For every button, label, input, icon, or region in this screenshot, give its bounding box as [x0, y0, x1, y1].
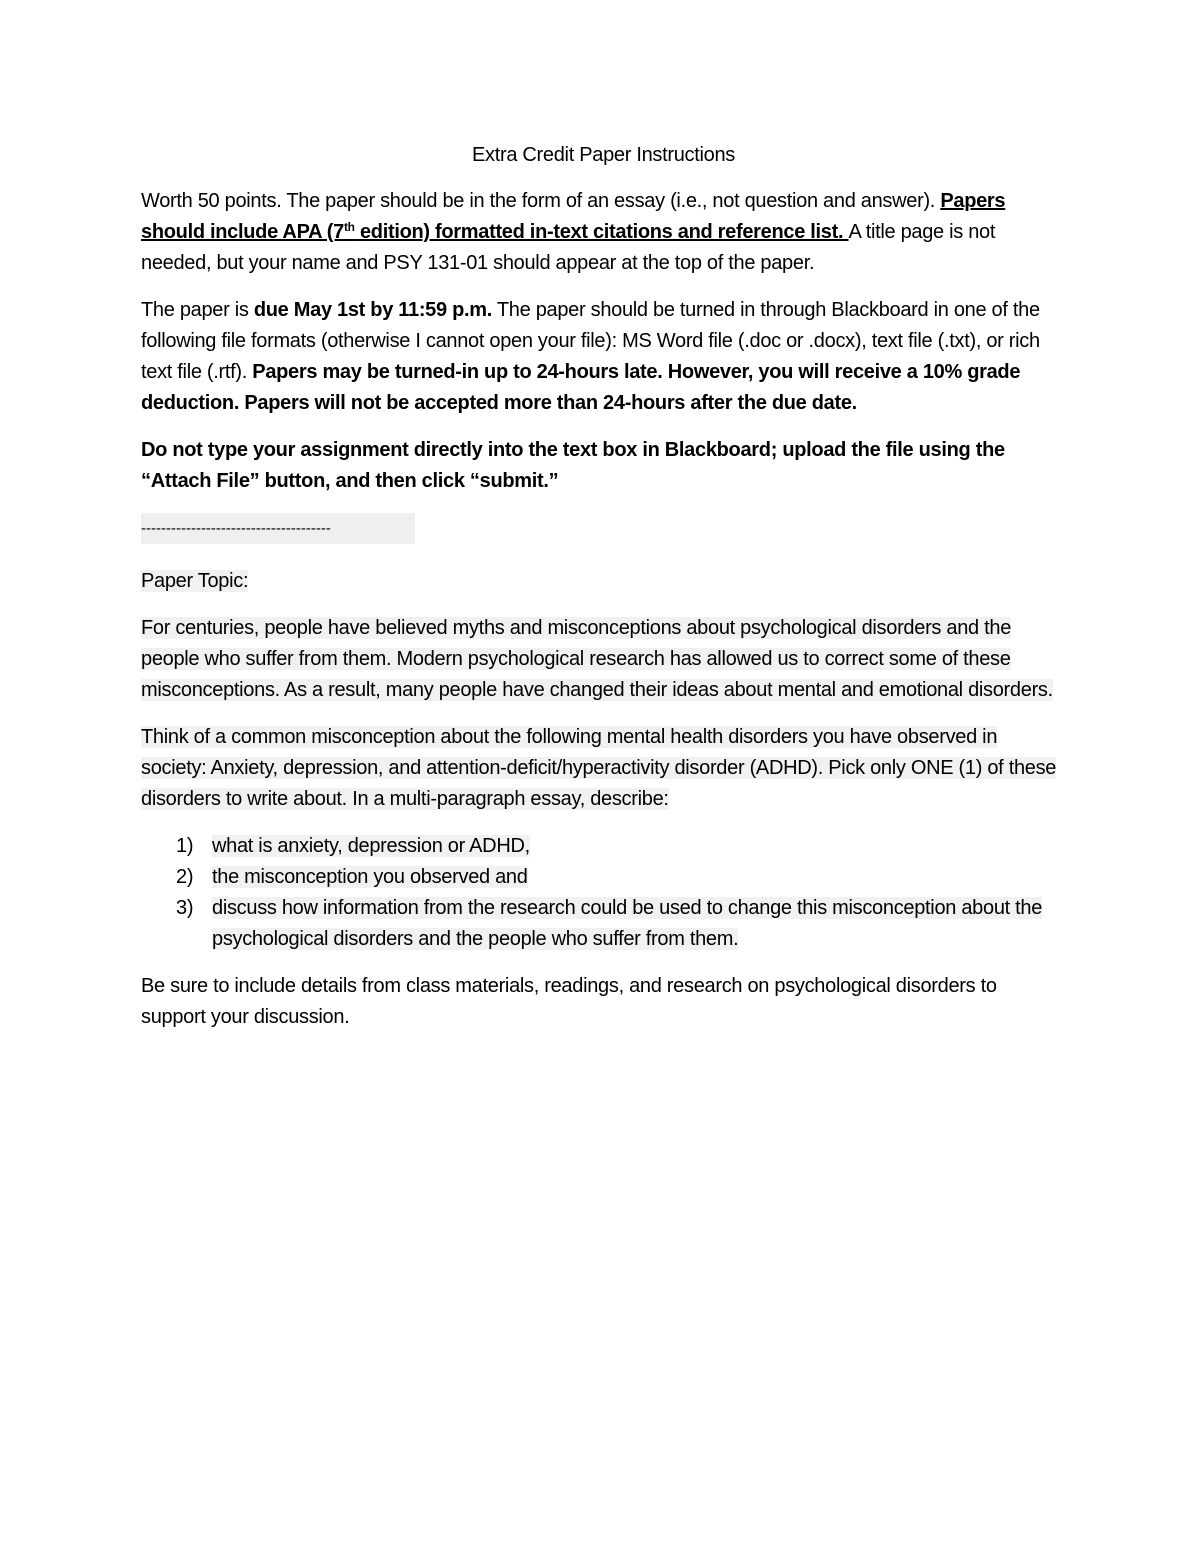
topic-label-text: Paper Topic: [141, 570, 249, 592]
due-text-a: The paper is [141, 299, 254, 321]
list-item-text: what is anxiety, depression or ADHD, [212, 835, 530, 857]
topic-paragraph-2-text: Think of a common misconception about the following mental health disorders you have observed in society: Anxiety, depression, and attention-deficit/hyperactivity disorder (ADHD). Pick only ONE (1) of these disorders to write about. In a multi-paragraph essay, describe: [141, 726, 1057, 810]
list-number: 3) [176, 897, 194, 919]
upload-note [141, 435, 1066, 497]
due-paragraph [141, 295, 1066, 419]
closing-paragraph [141, 971, 1066, 1033]
late-policy: Papers may be turned-in up to 24-hours late. However, you will receive a 10% grade deduction. Papers will not be accepted more than 24-hours after the due date. [141, 361, 1021, 414]
title-page-note: A title page is not needed, but your name and PSY 131-01 should appear at the top of the paper. [141, 221, 996, 274]
list-number: 2) [176, 866, 194, 888]
upload-note-text: Do not type your assignment directly into the text box in Blackboard; upload the file using the “Attach File” button, and then click “submit.” [141, 439, 1005, 492]
list-item-text: the misconception you observed and [212, 866, 528, 888]
topic-label [141, 566, 1066, 597]
topic-paragraph-1 [141, 613, 1066, 706]
topic-paragraph-1-text: For centuries, people have believed myths and misconceptions about psychological disorders and the people who suffer from them. Modern psychological research has allowed us to correct some of these misconceptions. As a result, many people have changed their ideas about mental and emotional disorders. [141, 617, 1053, 701]
apa-superscript: th [343, 220, 355, 234]
document-page [141, 140, 1066, 1049]
intro-paragraph [141, 186, 1066, 279]
page-title: Extra Credit Paper Instructions [471, 144, 736, 166]
list-item [141, 862, 1066, 893]
topic-paragraph-2 [141, 722, 1066, 815]
list-number: 1) [176, 835, 194, 857]
intro-text: Worth 50 points. The paper should be in the form of an essay (i.e., not question and answer). [141, 190, 941, 212]
divider-row [141, 513, 1066, 554]
list-item [141, 893, 1066, 955]
apa-text-b: edition) formatted in-text citations and reference list. [354, 221, 849, 243]
dashed-divider: -------------------------------------- [141, 513, 415, 544]
due-text-b: The paper should be turned in through Blackboard in one of the following file formats (otherwise I cannot open your file): MS Word file (.doc or .docx), text file (.txt), or rich text file (.rtf). [141, 299, 1040, 383]
list-item [141, 831, 1066, 862]
due-date: due May 1st by 11:59 p.m. [253, 299, 492, 321]
requirements-list [141, 831, 1066, 955]
closing-text: Be sure to include details from class materials, readings, and research on psychological disorders to support your discussion. [141, 975, 997, 1028]
list-item-text: discuss how information from the research could be used to change this misconception about the psychological disorders and the people who suffer from them. [212, 897, 1043, 950]
apa-text-a: Papers should include APA (7 [141, 190, 1006, 243]
